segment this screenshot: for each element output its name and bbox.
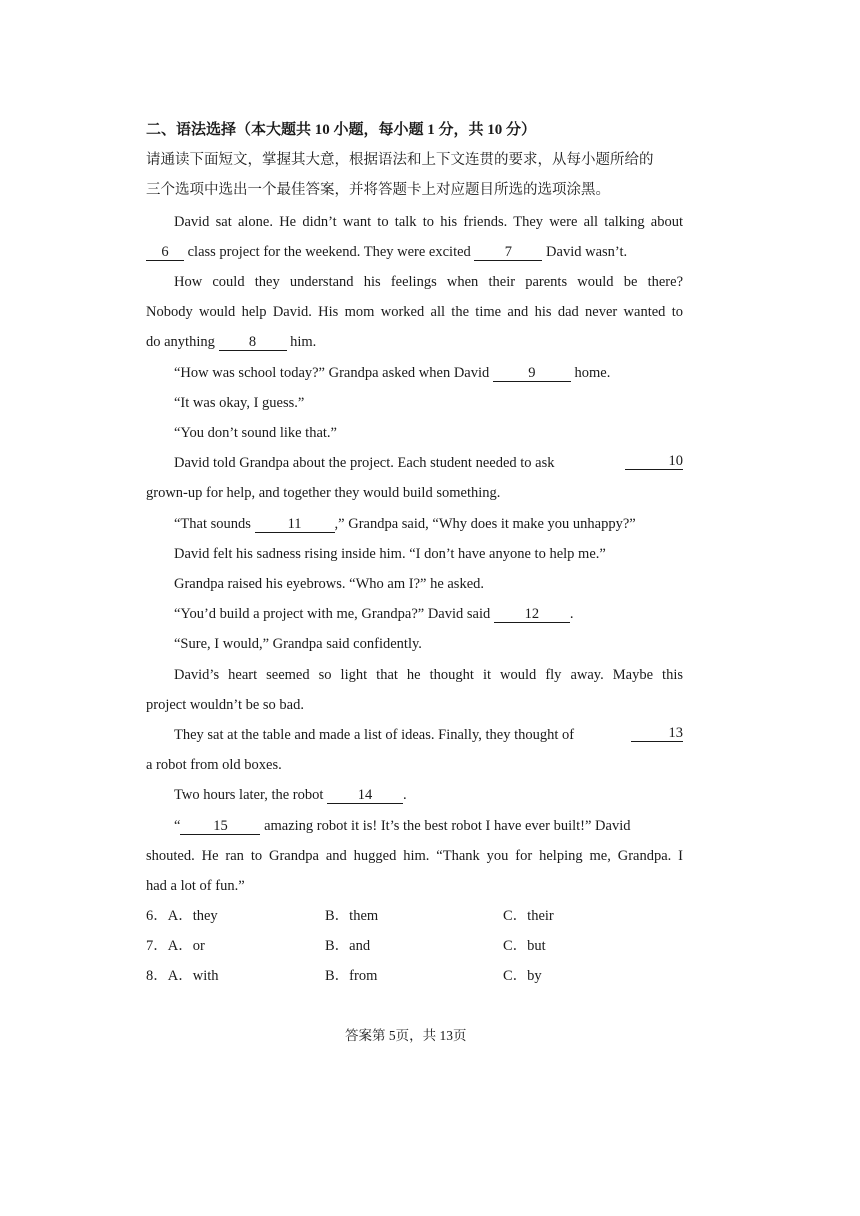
blank-6: 6 [146,244,184,261]
passage-text: “You’d build a project with me, Grandpa?” David said [174,606,494,622]
passage-p13-line1 [174,725,683,745]
option-7-c: C．but [503,938,546,954]
passage-text: “ [174,818,181,834]
instruction-line-2: 三个选项中选出一个最佳答案，并将答题卡上对应题目所选的选项涂黑。 [146,182,610,198]
passage-text: . [569,606,574,622]
passage-text: ,” Grandpa said, “Why does it make you unhappy?” [334,516,636,532]
passage-p12-line1: David’s heart seemed so light that he thought it would fly away. Maybe this [174,667,683,683]
passage-p6-line2: grown-up for help, and together they would build something. [146,485,501,501]
instruction-line-1: 请通读下面短文，掌握其大意，根据语法和上下文连贯的要求，从每小题所给的 [146,152,654,168]
passage-p15-line3: had a lot of fun.” [146,878,245,894]
option-8-a: 8．A．with [146,968,219,984]
option-6-b: B．them [325,908,379,924]
passage-text: . [403,787,407,803]
passage-p2-line2: Nobody would help David. His mom worked all the time and his dad never wanted to [146,304,683,320]
blank-9: 9 [493,365,571,382]
passage-text: David wasn’t. [542,244,628,260]
passage-p1-line2 [146,242,627,262]
passage-text: him. [286,334,317,350]
passage-p9: Grandpa raised his eyebrows. “Who am I?” he asked. [174,576,485,592]
passage-p5: “You don’t sound like that.” [174,425,337,441]
blank-7: 7 [474,244,542,261]
passage-text: “That sounds [174,516,255,532]
passage-p6-line1 [174,453,683,473]
blank-11: 11 [255,516,335,533]
option-7-a: 7．A．or [146,938,205,954]
blank-14: 14 [327,787,403,804]
passage-text: do anything [146,334,219,350]
passage-p3 [174,363,610,383]
option-7-b: B．and [325,938,371,954]
passage-p14 [174,785,407,805]
passage-p4: “It was okay, I guess.” [174,395,305,411]
passage-text: They sat at the table and made a list of ideas. Finally, they thought of [174,727,575,743]
passage-text: home. [570,365,611,381]
passage-text: class project for the weekend. They were excited [184,244,475,260]
option-8-b: B．from [325,968,378,984]
passage-text: amazing robot it is! It’s the best robot I have ever built!” David [260,818,631,834]
blank-12: 12 [494,606,570,623]
passage-p13-line2: a robot from old boxes. [146,757,282,773]
passage-p7 [174,514,636,534]
option-6-a: 6．A．they [146,908,218,924]
section-title: 二、语法选择（本大题共 10 小题，每小题 1 分，共 10 分） [146,122,537,138]
passage-p10 [174,604,574,624]
blank-13: 13 [631,725,683,742]
page-footer: 答案第 5页，共 13页 [345,1028,467,1043]
passage-text: Two hours later, the robot [174,787,328,803]
passage-p12-line2: project wouldn’t be so bad. [146,697,304,713]
blank-8: 8 [219,334,287,351]
option-8-c: C．by [503,968,542,984]
blank-15: 15 [180,818,260,835]
option-6-c: C．their [503,908,554,924]
passage-text: David told Grandpa about the project. Each student needed to ask [174,455,555,471]
passage-p15-line1 [174,816,683,836]
passage-p1-line1: David sat alone. He didn’t want to talk to his friends. They were all talking about [174,214,683,230]
blank-10: 10 [625,453,683,470]
passage-p2-line1: How could they understand his feelings when their parents would be there? [174,274,683,290]
passage-p8: David felt his sadness rising inside him. “I don’t have anyone to help me.” [174,546,606,562]
passage-p11: “Sure, I would,” Grandpa said confidently. [174,636,422,652]
passage-p15-line2: shouted. He ran to Grandpa and hugged him. “Thank you for helping me, Grandpa. I [146,848,683,864]
passage-text: “How was school today?” Grandpa asked when David [174,365,493,381]
passage-p2-line3 [146,332,316,352]
